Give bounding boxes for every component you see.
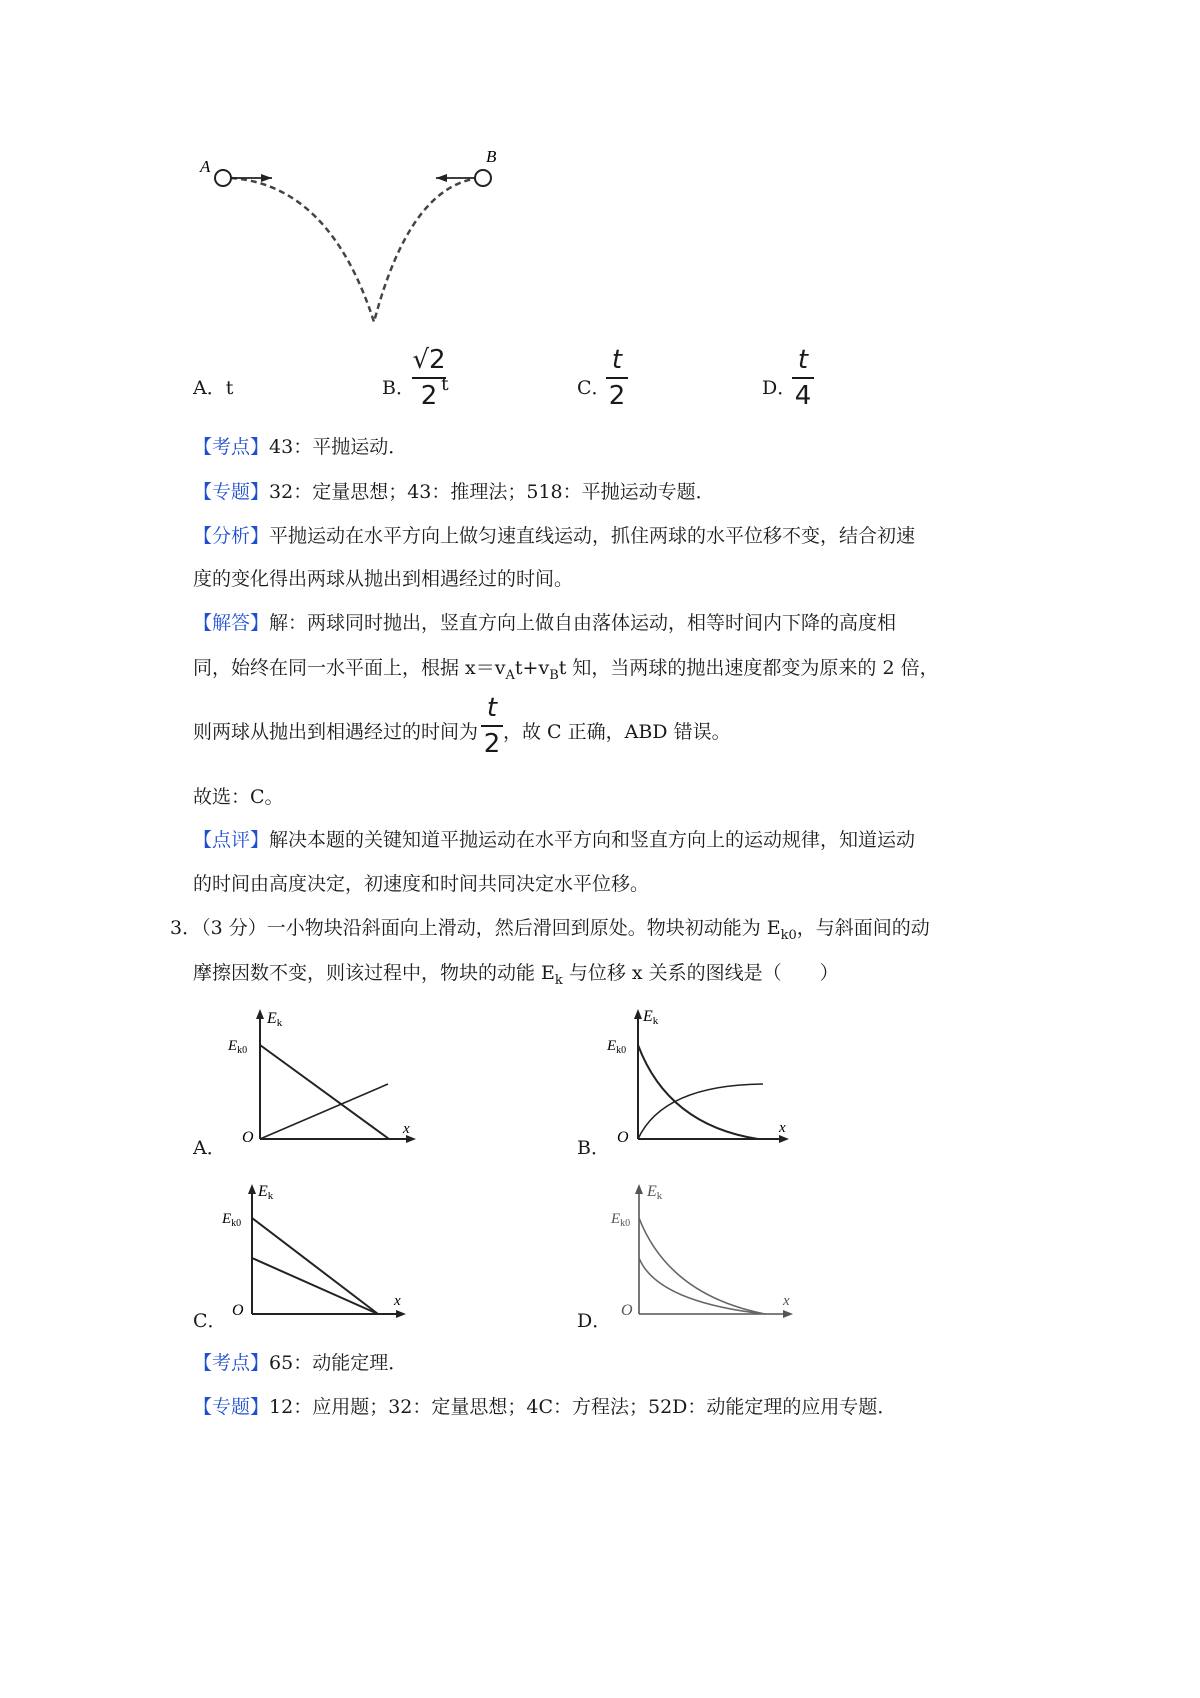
graph-c-letter: C． xyxy=(193,1310,227,1332)
graph-b-letter: B． xyxy=(577,1137,610,1159)
label-a: A xyxy=(200,157,211,176)
graph-d xyxy=(607,1180,807,1320)
option-b-letter: B． xyxy=(382,377,415,399)
projectile-figure xyxy=(200,147,550,340)
y0-label: $E_{k0}$ xyxy=(607,1038,627,1056)
ball-b xyxy=(475,170,491,186)
origin-label: O xyxy=(621,1302,633,1319)
q3-kaodian-line: 【考点】65：动能定理． xyxy=(193,1352,408,1374)
jieda-line-3a: 则两球从抛出到相遇经过的时间为 xyxy=(193,721,479,743)
graph-b xyxy=(603,1005,803,1145)
option-b-fraction: √2 2 xyxy=(412,345,446,411)
jieda-fraction: t 2 xyxy=(481,693,503,759)
q3-line-2: 摩擦因数不变，则该过程中，物块的动能 $E_k$ 与位移 x 关系的图线是（ ） xyxy=(193,962,839,988)
origin-label: O xyxy=(617,1129,629,1146)
option-b-tail: t xyxy=(441,373,449,395)
xlabel: x xyxy=(403,1121,410,1137)
ylabel: Ek xyxy=(258,1183,274,1202)
graph-d-letter: D． xyxy=(577,1310,612,1332)
graph-a xyxy=(225,1005,425,1145)
fenxi-line-1: 【分析】平抛运动在水平方向上做匀速直线运动，抓住两球的水平位移不变，结合初速 xyxy=(193,525,916,547)
option-c-fraction: t 2 xyxy=(606,345,628,411)
y0-label: $E_{k0}$ xyxy=(228,1038,248,1056)
ball-a xyxy=(215,170,231,186)
origin-label: O xyxy=(242,1129,254,1146)
ylabel: Ek xyxy=(647,1183,663,1202)
q3-line-1: 3．（3 分）一小物块沿斜面向上滑动，然后滑回到原处。物块初动能为 $E_{k0}$，与斜面间的动 xyxy=(170,917,930,943)
label-b: B xyxy=(486,147,497,166)
graph-a-letter: A． xyxy=(193,1137,226,1159)
dianping-line-1: 【点评】解决本题的关键知道平抛运动在水平方向和竖直方向上的运动规律，知道运动 xyxy=(193,829,916,851)
kaodian-line: 【考点】43：平抛运动． xyxy=(193,436,408,458)
q3-zhuanti-line: 【专题】12：应用题；32：定量思想；4C：方程法；52D：动能定理的应用专题． xyxy=(193,1396,897,1418)
option-a: A．t xyxy=(193,377,234,399)
ylabel: Ek xyxy=(643,1008,659,1027)
jieda-line-1: 【解答】解：两球同时抛出，竖直方向上做自由落体运动，相等时间内下降的高度相 xyxy=(193,612,897,634)
xlabel: x xyxy=(394,1293,401,1309)
ylabel: Ek xyxy=(267,1010,283,1029)
dianping-line-2: 的时间由高度决定，初速度和时间共同决定水平位移。 xyxy=(193,873,650,895)
option-c-letter: C． xyxy=(577,377,611,399)
zhuanti-line: 【专题】32：定量思想；43：推理法；518：平抛运动专题． xyxy=(193,481,715,503)
graph-c xyxy=(220,1180,420,1320)
option-d-fraction: t 4 xyxy=(792,345,814,411)
y0-label: $E_{k0}$ xyxy=(611,1211,631,1229)
guxuan-line: 故选：C。 xyxy=(193,786,284,808)
origin-label: O xyxy=(232,1302,244,1319)
jieda-line-3b: ，故 C 正确，ABD 错误。 xyxy=(503,721,731,743)
jieda-line-2: 同，始终在同一水平面上，根据 $x=v_At+v_Bt$ 知，当两球的抛出速度都变为原来的 2 倍， xyxy=(193,657,939,683)
fenxi-line-2: 度的变化得出两球从抛出到相遇经过的时间。 xyxy=(193,568,574,590)
xlabel: x xyxy=(783,1293,790,1309)
xlabel: x xyxy=(779,1120,786,1136)
y0-label: $E_{k0}$ xyxy=(222,1211,242,1229)
option-d-letter: D． xyxy=(762,377,797,399)
